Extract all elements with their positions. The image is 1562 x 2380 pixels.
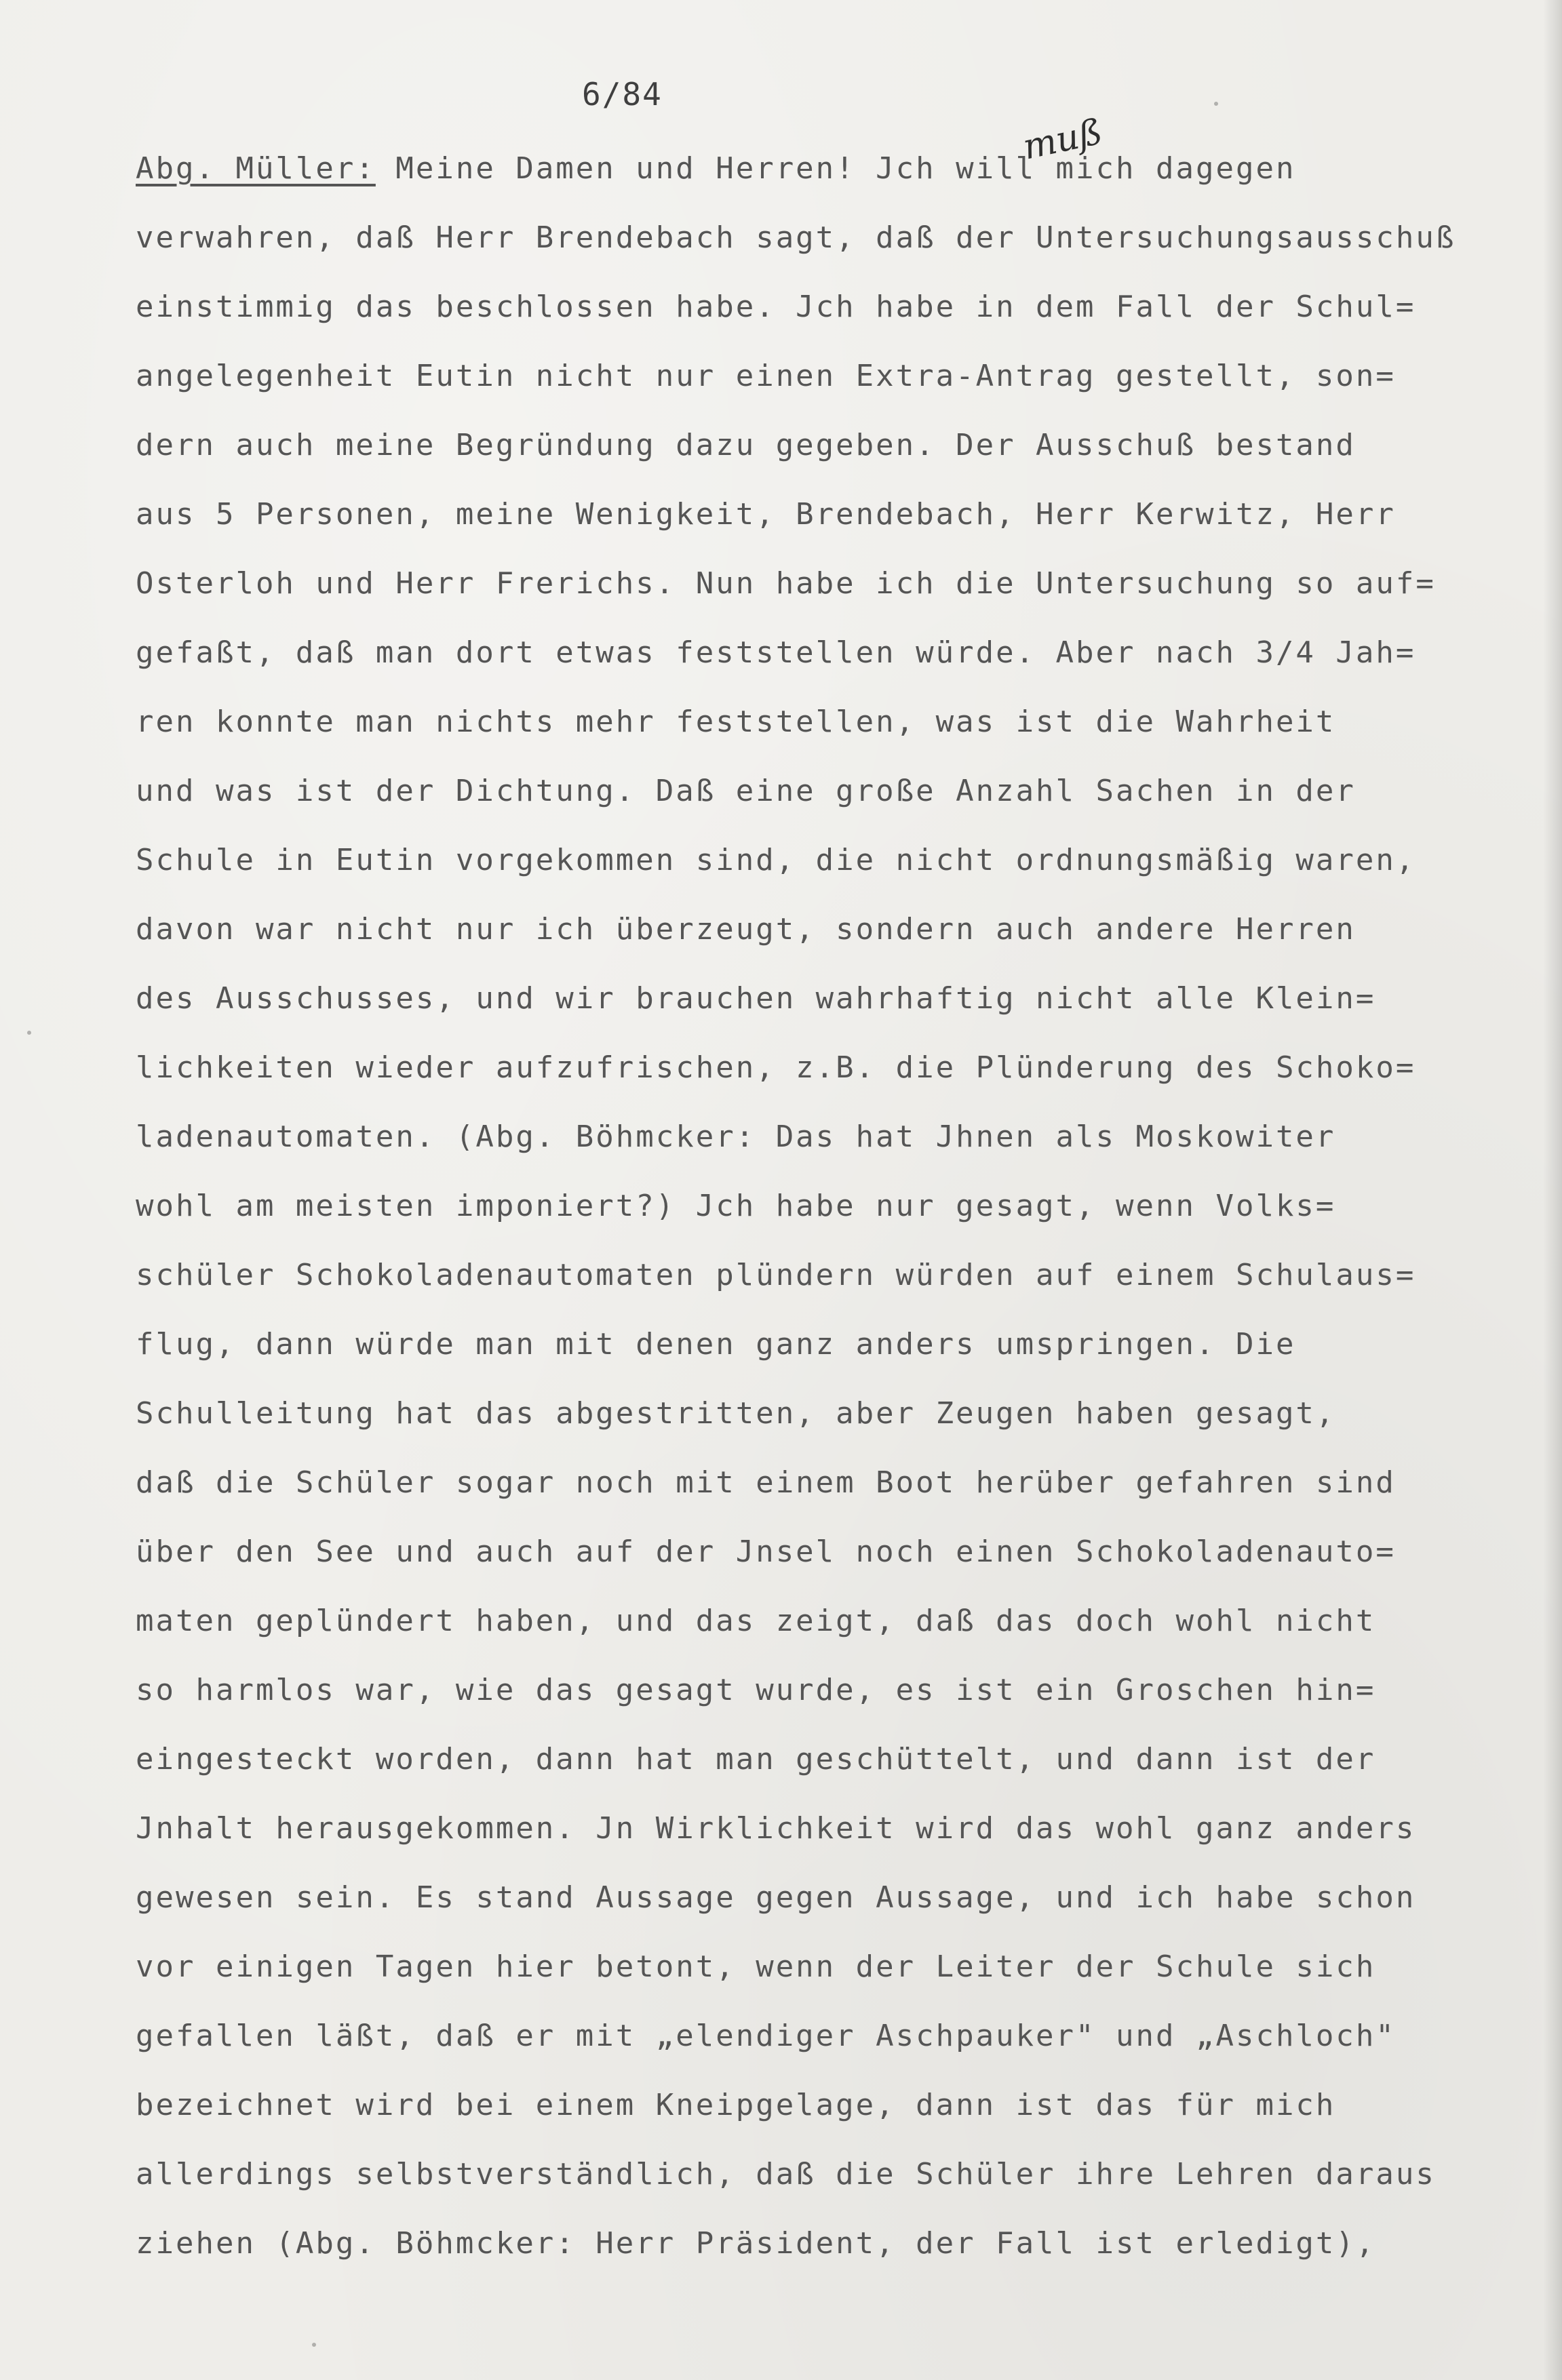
page-number: 6/84 — [582, 76, 663, 113]
text-line-16: wohl am meisten imponiert?) Jch habe nur gesagt, wenn Volks= — [136, 1189, 1336, 1223]
text-line-14: lichkeiten wieder aufzufrischen, z.B. die Plünderung des Schoko= — [136, 1050, 1416, 1085]
text-line-10: und was ist der Dichtung. Daß eine große Anzahl Sachen in der — [136, 774, 1356, 808]
text-line-25: Jnhalt herausgekommen. Jn Wirklichkeit wird das wohl ganz anders — [136, 1811, 1416, 1846]
paper-speck — [27, 1031, 31, 1035]
speaker-label: Abg. Müller: — [136, 151, 376, 186]
text-line-12: davon war nicht nur ich überzeugt, sondern auch andere Herren — [136, 912, 1356, 947]
text-line-2: verwahren, daß Herr Brendebach sagt, daß der Untersuchungsausschuß — [136, 220, 1456, 255]
text-line-24: eingesteckt worden, dann hat man geschüttelt, und dann ist der — [136, 1742, 1376, 1777]
text-line-31: ziehen (Abg. Böhmcker: Herr Präsident, der Fall ist erledigt), — [136, 2226, 1376, 2261]
handwritten-annotation: muß — [1019, 111, 1106, 168]
text-line-17: schüler Schokoladenautomaten plündern würden auf einem Schulaus= — [136, 1258, 1416, 1292]
text-line-11: Schule in Eutin vorgekommen sind, die nicht ordnungsmäßig waren, — [136, 843, 1416, 877]
text-line-27: vor einigen Tagen hier betont, wenn der Leiter der Schule sich — [136, 1949, 1376, 1984]
text-line-6: aus 5 Personen, meine Wenigkeit, Brendebach, Herr Kerwitz, Herr — [136, 497, 1396, 532]
paper-speck — [312, 2343, 316, 2347]
text-line-8: gefaßt, daß man dort etwas feststellen würde. Aber nach 3/4 Jah= — [136, 635, 1416, 670]
text-line-28: gefallen läßt, daß er mit „elendiger Aschpauker" und „Aschloch" — [136, 2019, 1396, 2053]
text-line-22: maten geplündert haben, und das zeigt, daß das doch wohl nicht — [136, 1604, 1376, 1638]
text-line-29: bezeichnet wird bei einem Kneipgelage, dann ist das für mich — [136, 2088, 1336, 2122]
text-line-13: des Ausschusses, und wir brauchen wahrhaftig nicht alle Klein= — [136, 981, 1376, 1016]
text-line-18: flug, dann würde man mit denen ganz anders umspringen. Die — [136, 1327, 1296, 1362]
text-line-26: gewesen sein. Es stand Aussage gegen Aussage, und ich habe schon — [136, 1880, 1416, 1915]
text-line-15: ladenautomaten. (Abg. Böhmcker: Das hat Jhnen als Moskowiter — [136, 1119, 1336, 1154]
text-line-5: dern auch meine Begründung dazu gegeben. Der Ausschuß bestand — [136, 428, 1356, 462]
text-line-30: allerdings selbstverständlich, daß die Schüler ihre Lehren daraus — [136, 2157, 1436, 2191]
text-line-21: über den See und auch auf der Jnsel noch einen Schokoladenauto= — [136, 1534, 1396, 1569]
text-line-7: Osterloh und Herr Frerichs. Nun habe ich die Untersuchung so auf= — [136, 566, 1436, 601]
text-line-1 — [136, 134, 1546, 203]
text-line-20: daß die Schüler sogar noch mit einem Boot herüber gefahren sind — [136, 1465, 1396, 1500]
text-line-9: ren konnte man nichts mehr feststellen, was ist die Wahrheit — [136, 705, 1336, 739]
text-line-4: angelegenheit Eutin nicht nur einen Extra-Antrag gestellt, son= — [136, 359, 1396, 393]
paper-speck — [1214, 102, 1218, 106]
typed-transcript — [136, 134, 1546, 2278]
line-text: Meine Damen und Herren! Jch will mich dagegen — [375, 151, 1296, 186]
text-line-23: so harmlos war, wie das gesagt wurde, es ist ein Groschen hin= — [136, 1673, 1376, 1707]
text-line-19: Schulleitung hat das abgestritten, aber Zeugen haben gesagt, — [136, 1396, 1336, 1431]
text-line-3: einstimmig das beschlossen habe. Jch habe in dem Fall der Schul= — [136, 290, 1416, 324]
